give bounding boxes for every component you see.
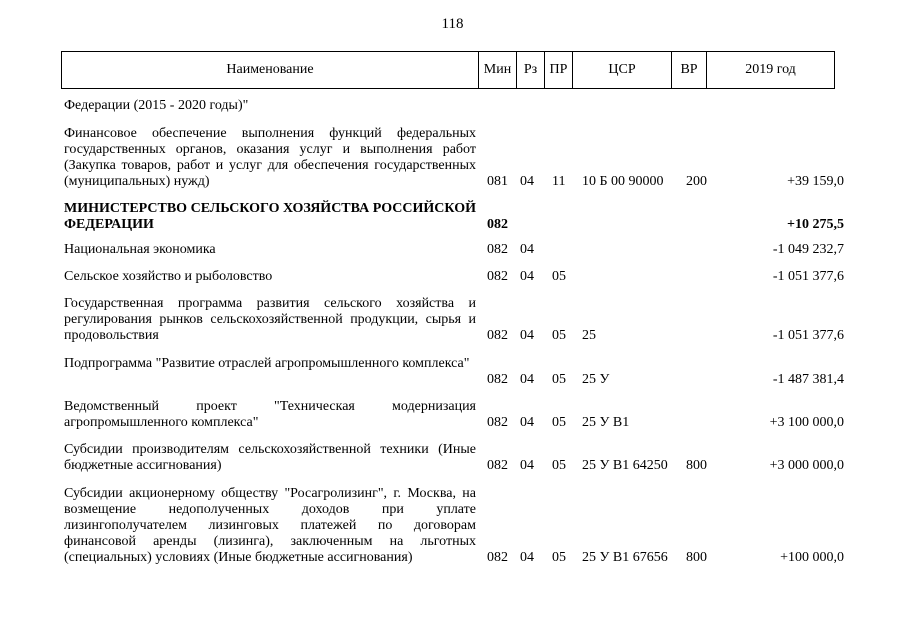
row-pr: 05	[552, 550, 566, 565]
row-pr: 05	[552, 458, 566, 473]
row-vr: 200	[686, 174, 707, 189]
row-rz: 04	[520, 328, 534, 343]
row-amount: +3 000 000,0	[769, 458, 844, 473]
row-rz: 04	[520, 415, 534, 430]
row-vr: 800	[686, 458, 707, 473]
row-name: Национальная экономика	[64, 242, 216, 257]
row-rz: 04	[520, 550, 534, 565]
row-amount: +10 275,5	[787, 217, 844, 232]
row-amount: -1 051 377,6	[772, 269, 844, 284]
row-csr: 25	[582, 328, 596, 343]
table-row	[0, 296, 905, 344]
table-row	[0, 486, 905, 566]
row-csr: 25 У В1	[582, 415, 630, 430]
row-amount: +3 100 000,0	[769, 415, 844, 430]
row-name: МИНИСТЕРСТВО СЕЛЬСКОГО ХОЗЯЙСТВА РОССИЙСКОЙ ФЕДЕРАЦИИ	[64, 201, 476, 232]
row-min: 082	[487, 550, 508, 565]
header-name: Наименование	[62, 52, 479, 89]
header-rz: Рз	[517, 52, 545, 89]
row-rz: 04	[520, 372, 534, 387]
table-row	[0, 98, 905, 114]
row-min: 082	[487, 242, 508, 257]
row-min: 082	[487, 269, 508, 284]
row-min: 082	[487, 458, 508, 473]
header-year: 2019 год	[707, 52, 835, 89]
header-csr: ЦСР	[573, 52, 672, 89]
row-amount: -1 049 232,7	[772, 242, 844, 257]
row-rz: 04	[520, 174, 534, 189]
row-csr: 25 У	[582, 372, 610, 387]
row-rz: 04	[520, 242, 534, 257]
table-row	[0, 201, 905, 233]
row-name: Государственная программа развития сельского хозяйства и регулирования рынков сельскохозяйственной продукции, сырья и продовольствия	[64, 296, 476, 343]
row-csr: 25 У В1 64250	[582, 458, 668, 473]
row-name: Ведомственный проект "Техническая модернизация агропромышленного комплекса"	[64, 399, 476, 430]
row-pr: 05	[552, 328, 566, 343]
row-amount: -1 487 381,4	[772, 372, 844, 387]
table-row	[0, 356, 905, 388]
row-pr: 11	[552, 174, 566, 189]
row-min: 082	[487, 372, 508, 387]
row-name: Финансовое обеспечение выполнения функций федеральных государственных органов, оказания услуг и выполнения работ (Закупка товаров, работ и услуг для обеспечения государственных (муниципальных) нужд)	[64, 126, 476, 189]
table-row	[0, 442, 905, 474]
row-amount: +100 000,0	[780, 550, 844, 565]
row-name: Субсидии производителям сельскохозяйственной техники (Иные бюджетные ассигнования)	[64, 442, 476, 473]
row-rz: 04	[520, 269, 534, 284]
row-name: Федерации (2015 - 2020 годы)"	[64, 98, 249, 113]
table-row	[0, 269, 905, 285]
header-vr: ВР	[672, 52, 707, 89]
row-amount: +39 159,0	[787, 174, 844, 189]
row-min: 082	[487, 217, 508, 232]
row-min: 081	[487, 174, 508, 189]
row-min: 082	[487, 415, 508, 430]
row-vr: 800	[686, 550, 707, 565]
row-pr: 05	[552, 415, 566, 430]
table-row	[0, 399, 905, 431]
row-csr: 25 У В1 67656	[582, 550, 668, 565]
row-csr: 10 Б 00 90000	[582, 174, 664, 189]
row-name: Субсидии акционерному обществу "Росагролизинг", г. Москва, на возмещение недополученных доходов при уплате лизингополучателем лизинговых платежей по договорам финансовой аренды (лизинга), заключенным на льготных (специальных) условиях (Иные бюджетные ассигнования)	[64, 486, 476, 565]
row-name: Сельское хозяйство и рыболовство	[64, 269, 273, 284]
row-amount: -1 051 377,6	[772, 328, 844, 343]
header-min: Мин	[479, 52, 517, 89]
row-pr: 05	[552, 372, 566, 387]
row-min: 082	[487, 328, 508, 343]
row-rz: 04	[520, 458, 534, 473]
table-row	[0, 126, 905, 190]
row-name: Подпрограмма "Развитие отраслей агропромышленного комплекса"	[64, 356, 470, 371]
page-number: 118	[441, 16, 464, 32]
header-pr: ПР	[545, 52, 573, 89]
table-row	[0, 242, 905, 258]
row-pr: 05	[552, 269, 566, 284]
